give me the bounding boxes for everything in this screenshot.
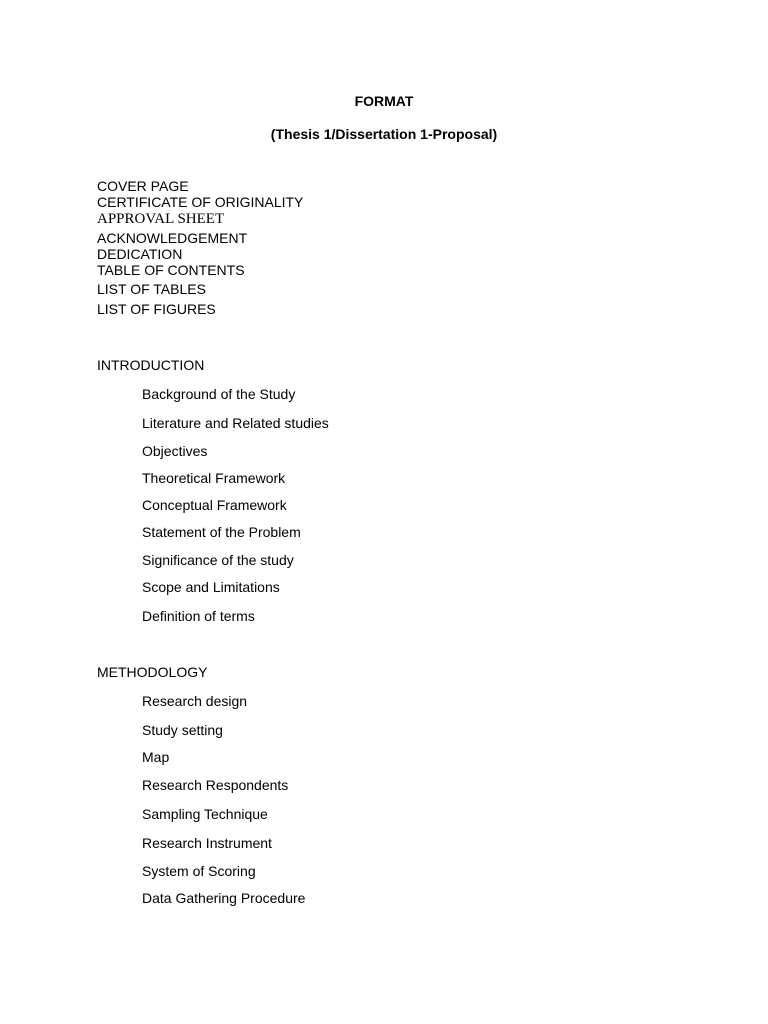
front-matter-item: ACKNOWLEDGEMENT: [97, 230, 248, 246]
introduction-item: Literature and Related studies: [142, 415, 329, 431]
introduction-item: Definition of terms: [142, 608, 255, 624]
introduction-item: Conceptual Framework: [142, 497, 287, 513]
section-heading-introduction: INTRODUCTION: [97, 357, 205, 373]
methodology-item: Map: [142, 749, 170, 765]
methodology-item: Sampling Technique: [142, 806, 268, 822]
front-matter-item: CERTIFICATE OF ORIGINALITY: [97, 194, 304, 210]
methodology-item: Study setting: [142, 722, 223, 738]
introduction-item: Objectives: [142, 443, 208, 459]
methodology-item: Research Respondents: [142, 777, 289, 793]
methodology-item: Data Gathering Procedure: [142, 890, 306, 906]
front-matter-item: COVER PAGE: [97, 178, 189, 194]
front-matter-item: TABLE OF CONTENTS: [97, 262, 245, 278]
introduction-item: Background of the Study: [142, 386, 296, 402]
methodology-item: Research Instrument: [142, 835, 272, 851]
introduction-item: Significance of the study: [142, 552, 294, 568]
introduction-item: Statement of the Problem: [142, 524, 301, 540]
front-matter-item: DEDICATION: [97, 246, 183, 262]
methodology-item: System of Scoring: [142, 863, 256, 879]
front-matter-item: LIST OF FIGURES: [97, 301, 216, 317]
front-matter-item: APPROVAL SHEET: [97, 211, 225, 227]
section-heading-methodology: METHODOLOGY: [97, 664, 208, 680]
introduction-item: Theoretical Framework: [142, 470, 286, 486]
methodology-item: Research design: [142, 693, 248, 709]
introduction-item: Scope and Limitations: [142, 579, 280, 595]
front-matter-item: LIST OF TABLES: [97, 281, 206, 297]
document-subtitle: (Thesis 1/Dissertation 1-Proposal): [270, 126, 498, 142]
document-title: FORMAT: [354, 93, 414, 109]
